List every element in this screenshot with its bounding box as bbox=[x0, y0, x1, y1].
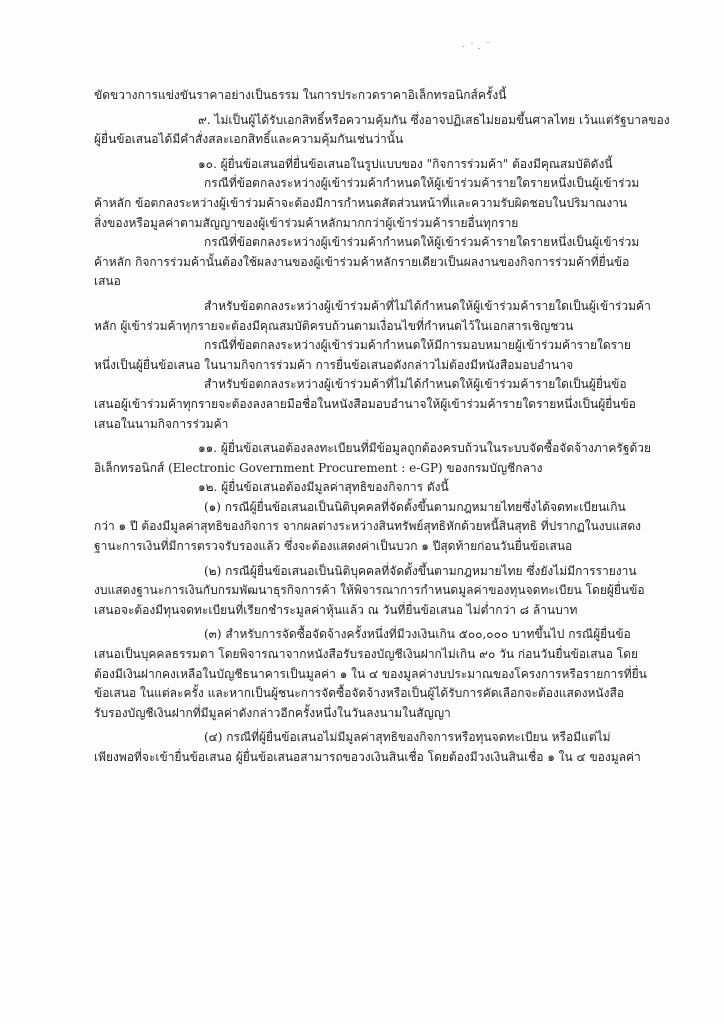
scan-specks bbox=[462, 40, 492, 54]
text-line: ผู้ยื่นข้อเสนอได้มีคำสั่งสละเอกสิทธิ์และความคุ้มกันเช่นว่านั้น bbox=[94, 132, 404, 147]
text-line: ฐานะการเงินที่มีการตรวจรับรองแล้ว ซึ่งจะต้องแสดงค่าเป็นบวก ๑ ปีสุดท้ายก่อนวันยื่นข้อเสนอ bbox=[94, 539, 573, 554]
text-line: เพียงพอที่จะเข้ายื่นข้อเสนอ ผู้ยื่นข้อเสนอสามารถขอวงเงินสินเชื่อ โดยต้องมีวงเงินสินเชื่อ ๑ ใน ๔ ของมูลค่า bbox=[94, 750, 641, 764]
text-line: เสนอจะต้องมีทุนจดทะเบียนที่เรียกชำระมูลค่าหุ้นแล้ว ณ วันที่ยื่นข้อเสนอ ไม่ต่ำกว่า ๘ ล้านบาท bbox=[94, 602, 578, 617]
clause-12: ๑๒. ผู้ยื่นข้อเสนอต้องมีมูลค่าสุทธิของกิจการ ดังนี้ bbox=[198, 480, 449, 495]
text-line: หนึ่งเป็นผู้ยื่นข้อเสนอ ในนามกิจการร่วมค้า การยื่นข้อเสนอดังกล่าวไม่ต้องมีหนังสือมอบอำนาจ bbox=[94, 357, 574, 372]
text-line: สำหรับข้อตกลงระหว่างผู้เข้าร่วมค้าที่ไม่ได้กำหนดให้ผู้เข้าร่วมค้ารายใดเป็นผู้เข้าร่วมค้า bbox=[204, 298, 651, 313]
sub-clause-1: (๑) กรณีผู้ยื่นข้อเสนอเป็นนิติบุคคลที่จัดตั้งขึ้นตามกฎหมายไทยซึ่งได้จดทะเบียนเกิน bbox=[204, 499, 626, 514]
text-line: ต้องมีเงินฝากคงเหลือในบัญชีธนาคารเป็นมูลค่า ๑ ใน ๔ ของมูลค่างบประมาณของโครงการหรือรายการที่ยื่น bbox=[94, 666, 647, 681]
text-line: สิ่งของหรือมูลค่าตามสัญญาของผู้เข้าร่วมค้าหลักมากกว่าผู้เข้าร่วมค้ารายอื่นทุกราย bbox=[94, 215, 519, 230]
text-line: เสนอเป็นบุคคลธรรมดา โดยพิจารณาจากหนังสือรับรองบัญชีเงินฝากไม่เกิน ๙๐ วัน ก่อนวันยื่นข้อเสนอ โดย bbox=[94, 647, 639, 662]
sub-clause-4: (๔) กรณีที่ผู้ยื่นข้อเสนอไม่มีมูลค่าสุทธิของกิจการหรือทุนจดทะเบียน หรือมีแต่ไม่ bbox=[204, 730, 611, 745]
text-line: อิเล็กทรอนิกส์ (Electronic Government Procurement : e-GP) ของกรมบัญชีกลาง bbox=[94, 460, 543, 475]
text-line: รับรองบัญชีเงินฝากที่มีมูลค่าดังกล่าวอีกครั้งหนึ่งในวันลงนามในสัญญา bbox=[94, 705, 451, 720]
text-line: งบแสดงฐานะการเงินกับกรมพัฒนาธุรกิจการค้า ให้พิจารณาการกำหนดมูลค่าของทุนจดทะเบียน โดยผู้ยื่นข้อ bbox=[94, 583, 645, 598]
text-line: กรณีที่ข้อตกลงระหว่างผู้เข้าร่วมค้ากำหนดให้ผู้เข้าร่วมค้ารายใดรายหนึ่งเป็นผู้เข้าร่วม bbox=[204, 176, 640, 191]
sub-clause-3: (๓) สำหรับการจัดซื้อจัดจ้างครั้งหนึ่งที่มีวงเงินเกิน ๕๐๐,๐๐๐ บาทขึ้นไป กรณีผู้ยื่นข้อ bbox=[204, 627, 631, 642]
text-line: ค้าหลัก ข้อตกลงระหว่างผู้เข้าร่วมค้าจะต้องมีการกำหนดสัดส่วนหน้าที่และความรับผิดชอบในปริมาณงาน bbox=[94, 195, 628, 210]
clause-9: ๙. ไม่เป็นผู้ได้รับเอกสิทธิ์หรือความคุ้มกัน ซึ่งอาจปฏิเสธไม่ยอมขึ้นศาลไทย เว้นแต่รัฐบาลของ bbox=[198, 112, 670, 127]
text-line: เสนอ bbox=[94, 274, 121, 289]
text-line: กว่า ๑ ปี ต้องมีมูลค่าสุทธิของกิจการ จากผลต่างระหว่างสินทรัพย์สุทธิหักด้วยหนี้สินสุทธิ ที่ปรากฏในงบแสดง bbox=[94, 519, 641, 534]
text-line: ค้าหลัก กิจการร่วมค้านั้นต้องใช้ผลงานของผู้เข้าร่วมค้าหลักรายเดียวเป็นผลงานของกิจการร่วมค้าที่ยื่นข้อ bbox=[94, 254, 630, 269]
clause-10: ๑๐. ผู้ยื่นข้อเสนอที่ยื่นข้อเสนอในรูปแบบของ "กิจการร่วมค้า" ต้องมีคุณสมบัติดังนี้ bbox=[198, 156, 613, 171]
text-line: ข้อเสนอ ในแต่ละครั้ง และหากเป็นผู้ชนะการจัดซื้อจัดจ้างหรือเป็นผู้ได้รับการคัดเลือกจะต้องแสดงหนังสือ bbox=[94, 686, 625, 701]
text-line: สำหรับข้อตกลงระหว่างผู้เข้าร่วมค้าที่ไม่ได้กำหนดให้ผู้เข้าร่วมค้ารายใดเป็นผู้ยื่นข้อ bbox=[204, 377, 627, 392]
document-body bbox=[94, 86, 670, 768]
text-line: กรณีที่ข้อตกลงระหว่างผู้เข้าร่วมค้ากำหนดให้ผู้เข้าร่วมค้ารายใดรายหนึ่งเป็นผู้เข้าร่วม bbox=[204, 235, 640, 250]
text-line: เสนอในนามกิจการร่วมค้า bbox=[94, 416, 229, 431]
text-line: หลัก ผู้เข้าร่วมค้าทุกรายจะต้องมีคุณสมบัติครบถ้วนตามเงื่อนไขที่กำหนดไว้ในเอกสารเชิญชวน bbox=[94, 318, 574, 333]
text-line: เสนอผู้เข้าร่วมค้าทุกรายจะต้องลงลายมือชื่อในหนังสือมอบอำนาจให้ผู้เข้าร่วมค้ารายใดรายหนึ่งเป็นผู้ยื่นข้อ bbox=[94, 396, 636, 411]
clause-11: ๑๑. ผู้ยื่นข้อเสนอต้องลงทะเบียนที่มีข้อมูลถูกต้องครบถ้วนในระบบจัดซื้อจัดจ้างภาครัฐด้วย bbox=[198, 441, 652, 456]
text-line: กรณีที่ข้อตกลงระหว่างผู้เข้าร่วมค้ากำหนดให้มีการมอบหมายผู้เข้าร่วมค้ารายใดราย bbox=[204, 338, 631, 353]
sub-clause-2: (๒) กรณีผู้ยื่นข้อเสนอเป็นนิติบุคคลที่จัดตั้งขึ้นตามกฎหมายไทย ซึ่งยังไม่มีการรายงาน bbox=[204, 563, 637, 578]
text-line: ขัดขวางการแข่งขันราคาอย่างเป็นธรรม ในการประกวดราคาอิเล็กทรอนิกส์ครั้งนี้ bbox=[94, 88, 507, 102]
